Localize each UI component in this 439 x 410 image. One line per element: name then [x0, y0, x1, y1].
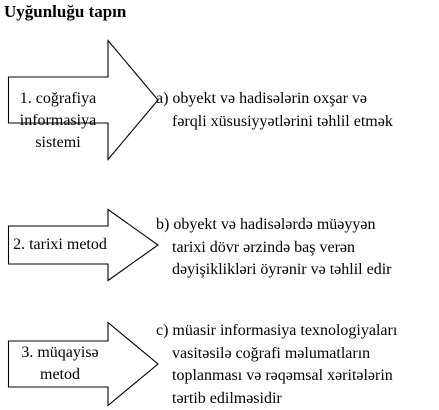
right-item-b — [156, 214, 392, 282]
right-item-a-line-1: a) obyekt və hadisələrin oxşar və — [156, 88, 393, 111]
left-item-2 — [10, 234, 110, 256]
left-item-1-line-1: 1. coğrafiya — [20, 90, 96, 107]
right-item-c-line-3: toplanması və rəqəmsal xəritələrin — [156, 365, 397, 388]
right-item-c-line-2: vasitəsilə coğrafi məlumatların — [156, 343, 397, 366]
right-item-b-line-3: dəyişiklikləri öyrənir və təhlil edir — [156, 259, 392, 282]
left-item-2-line-1: 2. tarixi metod — [13, 236, 107, 253]
left-item-1 — [10, 88, 106, 154]
left-item-1-line-2: informasiya — [20, 112, 96, 129]
right-item-b-line-2: tarixi dövr ərzində baş verən — [156, 237, 392, 260]
right-item-a — [156, 88, 393, 133]
right-item-c — [156, 320, 397, 410]
left-item-3 — [10, 342, 110, 386]
right-item-c-line-4: tərtib edilməsidir — [156, 388, 397, 410]
left-item-3-line-2: metod — [40, 366, 80, 383]
left-item-3-line-1: 3. müqayisə — [21, 344, 98, 361]
right-item-a-line-2: fərqli xüsusiyyətlərini təhlil etmək — [156, 111, 393, 134]
right-item-c-line-1: c) müasir informasiya texnologiyaları — [156, 320, 397, 343]
task-title: Uyğunluğu tapın — [4, 2, 126, 22]
left-item-1-line-3: sistemi — [35, 134, 80, 151]
right-item-b-line-1: b) obyekt və hadisələrdə müəyyən — [156, 214, 392, 237]
